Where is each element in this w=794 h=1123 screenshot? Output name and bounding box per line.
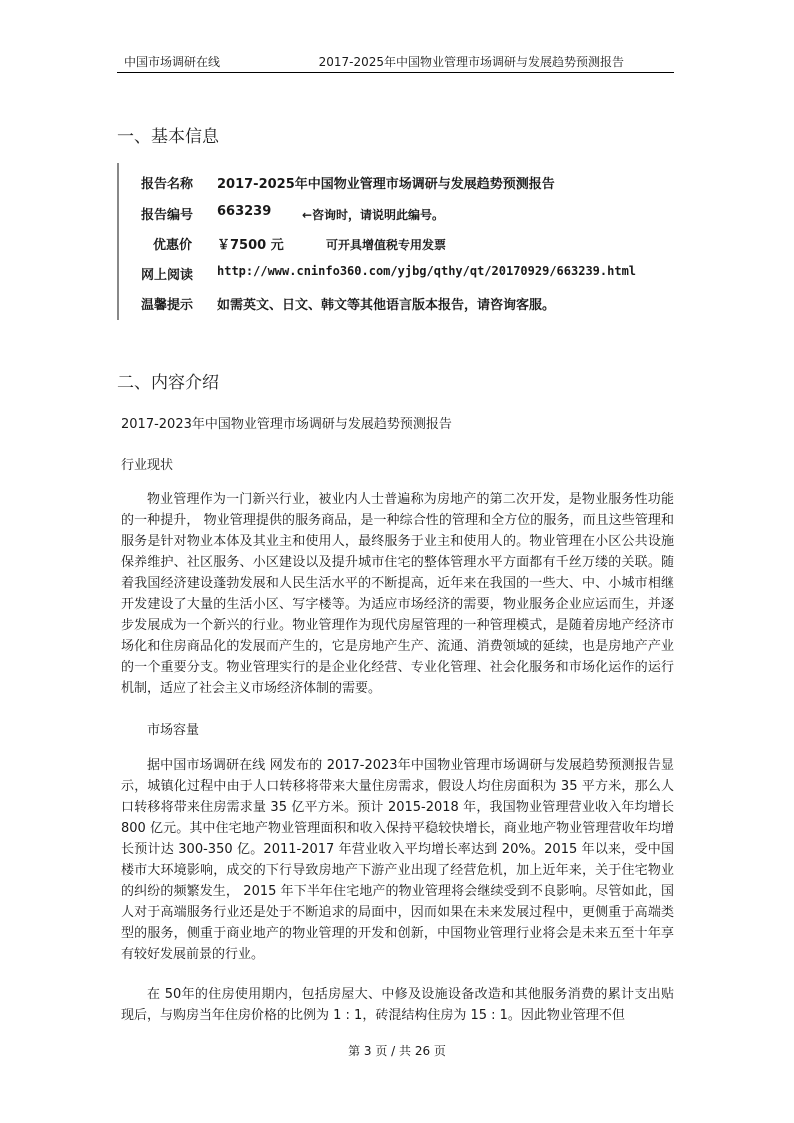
online-reading-link[interactable]: http://www.cninfo360.com/yjbg/qthy/qt/20170929/663239.html <box>217 264 637 278</box>
info-value: ￥7500 元 <box>217 238 284 253</box>
subheading-market-capacity: 市场容量 <box>147 723 200 738</box>
info-value: 如需英文、日文、韩文等其他语言版本报告，请咨询客服。 <box>217 298 556 313</box>
info-value: 2017-2025年中国物业管理市场调研与发展趋势预测报告 <box>217 177 555 192</box>
section-content-title: 二、内容介绍 <box>117 373 219 393</box>
info-row-report-name <box>141 173 555 192</box>
section-basic-info-title: 一、基本信息 <box>117 127 219 147</box>
info-value: 663239 <box>217 204 272 219</box>
page-number: 第 3 页 / 共 26 页 <box>348 1044 446 1058</box>
info-label: 温馨提示 <box>141 298 194 313</box>
paragraph-industry-status: 物业管理作为一门新兴行业，被业内人士普遍称为房地产的第二次开发，是物业服务性功能的一种提升， 物业管理提供的服务商品，是一种综合性的管理和全方位的服务，而且这些管理和服务是针对物业本体及其业主和使用人，最终服务于业主和使用人的。物业管理在小区公共设施保养维护、社区服务、小区建设以及提升城市住宅的整体管理水平方面都有千丝万缕的关联。随着我国经济建设蓬勃发展和人民生活水平的不断提高，近年来在我国的一些大、中、小城市相继开发建设了大量的生活小区、写字楼等。为适应市场经济的需要，物业服务企业应运而生，并逐步发展成为一个新兴的行业。物业管理作为现代房屋管理的一种管理模式，是随着房地产经济市场化和住房商品化的发展而产生的，它是房地产生产、流通、消费领域的延续，也是房地产产业的一个重要分支。物业管理实行的是企业化经营、专业化管理、社会化服务和市场化运作的运行机制，适应了社会主义市场经济体制的需要。 <box>121 492 674 696</box>
paragraph-housing-cost: 在 50年的住房使用期内，包括房屋大、中修及设施设备改造和其他服务消费的累计支出贴现后，与购房当年住房价格的比例为 1 : 1，砖混结构住房为 15 : 1。因此物业管理不但 <box>121 987 674 1023</box>
info-label: 报告名称 <box>141 177 194 192</box>
header-site-name: 中国市场调研在线 <box>124 55 221 69</box>
info-label: 报告编号 <box>141 208 194 223</box>
page-header <box>117 50 674 73</box>
info-label: 网上阅读 <box>141 268 194 283</box>
info-row-report-number <box>141 204 272 223</box>
subheading-industry-status: 行业现状 <box>121 458 174 473</box>
header-report-title: 2017-2025年中国物业管理市场调研与发展趋势预测报告 <box>318 55 624 69</box>
info-row-online-reading <box>141 264 637 283</box>
paragraph-market-capacity: 据中国市场调研在线 网发布的 2017-2023年中国物业管理市场调研与发展趋势预测报告显示，城镇化过程中由于人口转移将带来大量住房需求，假设人均住房面积为 35 平方米，那么人口转移将带来住房需求量 35 亿平方米。预计 2015-2018 年，我国物业管理营业收入年均增长 800 亿元。其中住宅地产物业管理面积和收入保持平稳较快增长，商业地产物业管理营收年均增长预计达 300-350 亿。2011-2017 年营业收入平均增长率达到 20%。2015 年以来，受中国楼市大环境影响，成交的下行导致房地产下游产业出现了经营危机，加上近年来，关于住宅物业的纠纷的频繁发生， 2015 年下半年住宅地产的物业管理将会继续受到不良影响。尽管如此，国人对于高端服务行业还是处于不断追求的局面中，因而如果在未来发展过程中，更侧重于高端类型的服务，侧重于商业地产的物业管理的开发和创新，中国物业管理行业将会是未来五至十年享有较好发展前景的行业。 <box>121 758 674 962</box>
info-label: 优惠价 <box>153 238 193 253</box>
info-row-tip <box>141 294 556 313</box>
content-report-name: 2017-2023年中国物业管理市场调研与发展趋势预测报告 <box>121 417 452 432</box>
report-number-note: ←咨询时，请说明此编号。 <box>302 208 445 222</box>
info-row-price <box>153 234 284 253</box>
basic-info-box <box>117 163 679 320</box>
invoice-note: 可开具增值税专用发票 <box>326 238 447 252</box>
